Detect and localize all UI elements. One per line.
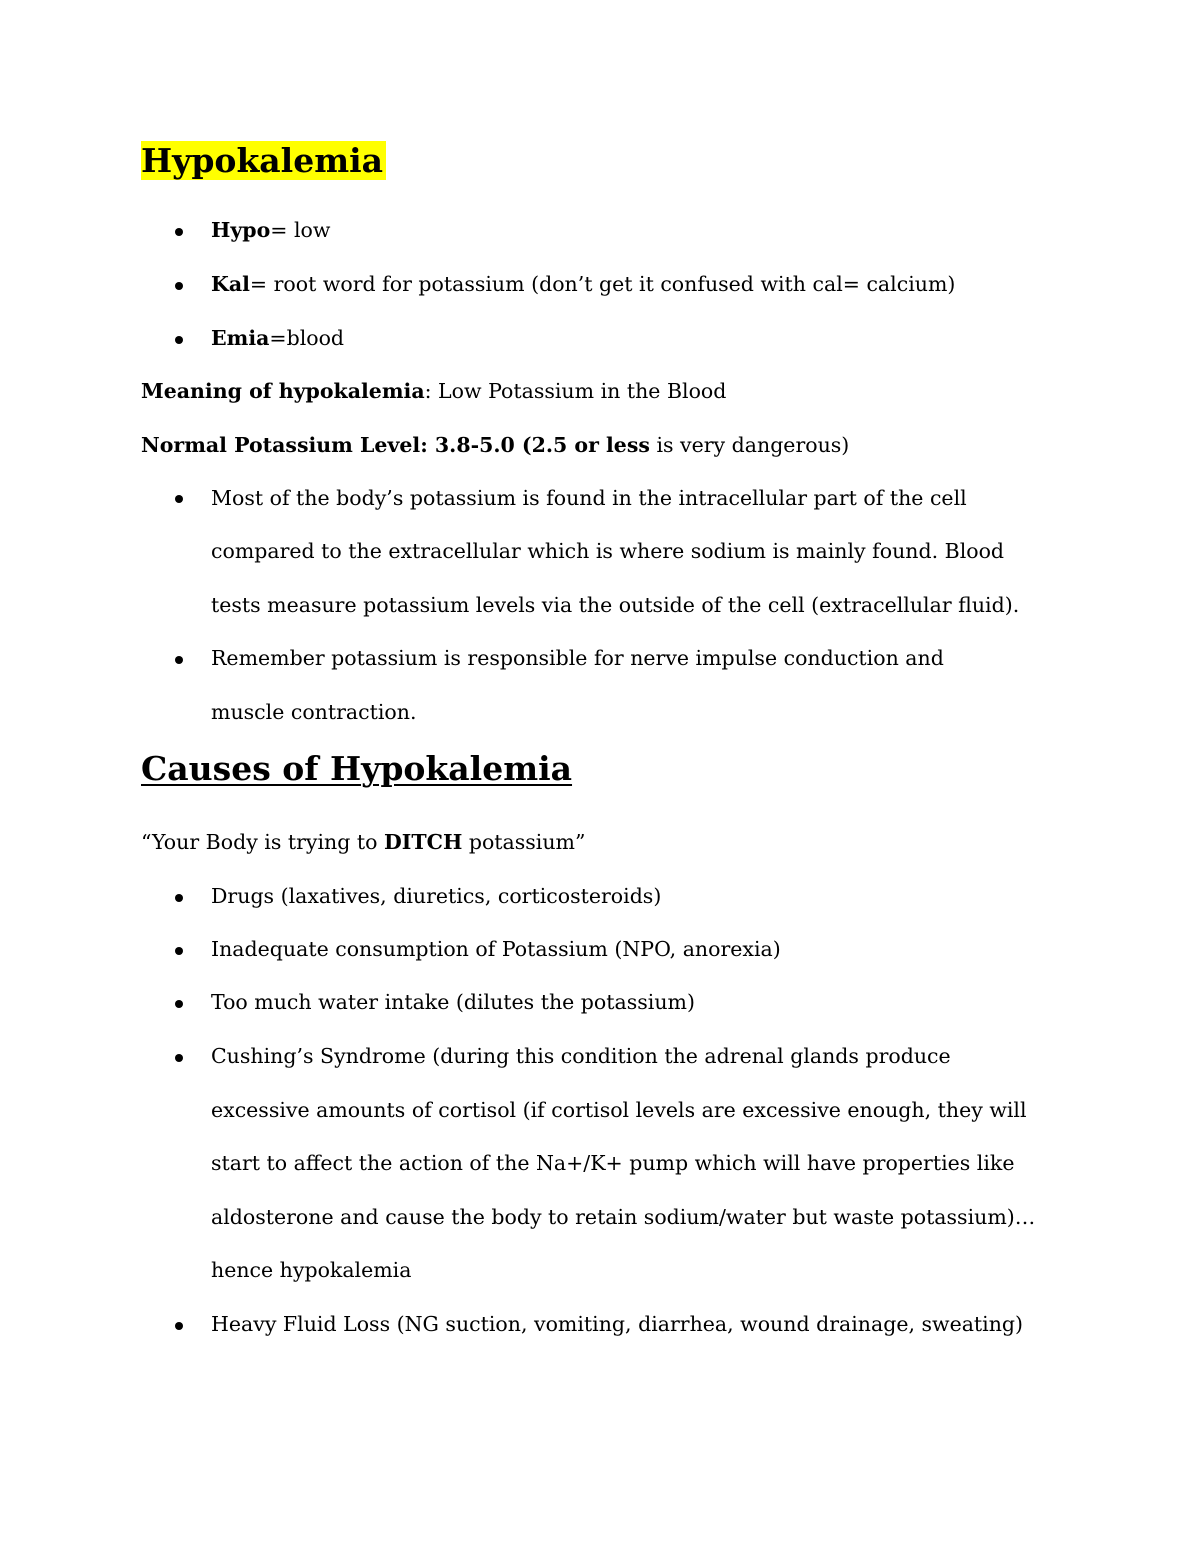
cause-item-continued: hence hypokalemia xyxy=(211,1258,412,1282)
ditch-post: potassium” xyxy=(462,830,586,854)
fact-line: tests measure potassium levels via the outside of the cell (extracellular fluid). xyxy=(211,593,1020,617)
cause-item: Too much water intake (dilutes the potassium) xyxy=(211,990,695,1014)
definition: =blood xyxy=(269,326,345,350)
definition: = low xyxy=(270,218,331,242)
bullet-icon xyxy=(175,1054,183,1062)
meaning-label: Meaning of hypokalemia xyxy=(141,379,425,403)
term: Hypo xyxy=(211,218,271,242)
etymology-item-emia xyxy=(211,324,344,352)
term: Kal xyxy=(211,272,250,296)
meaning-line xyxy=(141,377,726,405)
etymology-item-kal xyxy=(211,270,955,298)
cause-item: Cushing’s Syndrome (during this condition the adrenal glands produce xyxy=(211,1044,951,1068)
bullet-icon xyxy=(175,228,183,236)
cause-item: Drugs (laxatives, diuretics, corticosteroids) xyxy=(211,884,662,908)
fact-line: Remember potassium is responsible for nerve impulse conduction and xyxy=(211,646,944,670)
ditch-bold: DITCH xyxy=(384,830,463,854)
term: Emia xyxy=(211,326,270,350)
bullet-icon xyxy=(175,1322,183,1330)
bullet-icon xyxy=(175,947,183,955)
fact-line: Most of the body’s potassium is found in the intracellular part of the cell xyxy=(211,486,967,510)
cause-item: Inadequate consumption of Potassium (NPO, anorexia) xyxy=(211,937,781,961)
bullet-icon xyxy=(175,495,183,503)
fact-line: compared to the extracellular which is where sodium is mainly found. Blood xyxy=(211,539,1005,563)
cause-item-continued: excessive amounts of cortisol (if cortisol levels are excessive enough, they will xyxy=(211,1098,1027,1122)
causes-heading: Causes of Hypokalemia xyxy=(141,749,573,788)
bullet-icon xyxy=(175,656,183,664)
bullet-icon xyxy=(175,1000,183,1008)
bullet-icon xyxy=(175,336,183,344)
ditch-pre: “Your Body is trying to xyxy=(141,830,384,854)
normal-level-range: 3.8-5.0 (2.5 or less xyxy=(427,433,650,457)
etymology-item-hypo xyxy=(211,216,330,244)
cause-item-continued: start to affect the action of the Na+/K+ pump which will have properties like xyxy=(211,1151,1015,1175)
normal-level-note: is very dangerous) xyxy=(649,433,850,457)
fact-line: muscle contraction. xyxy=(211,700,417,724)
page-title xyxy=(141,140,386,182)
normal-level-label: Normal Potassium Level: xyxy=(141,433,428,457)
definition: = root word for potassium (don’t get it confused with cal= calcium) xyxy=(249,272,956,296)
normal-level-line xyxy=(141,431,849,459)
highlighted-title: Hypokalemia xyxy=(141,141,386,180)
meaning-text: : Low Potassium in the Blood xyxy=(424,379,727,403)
bullet-icon xyxy=(175,282,183,290)
cause-item-continued: aldosterone and cause the body to retain sodium/water but waste potassium)… xyxy=(211,1205,1036,1229)
cause-item: Heavy Fluid Loss (NG suction, vomiting, diarrhea, wound drainage, sweating) xyxy=(211,1312,1024,1336)
bullet-icon xyxy=(175,894,183,902)
ditch-line xyxy=(141,828,585,856)
